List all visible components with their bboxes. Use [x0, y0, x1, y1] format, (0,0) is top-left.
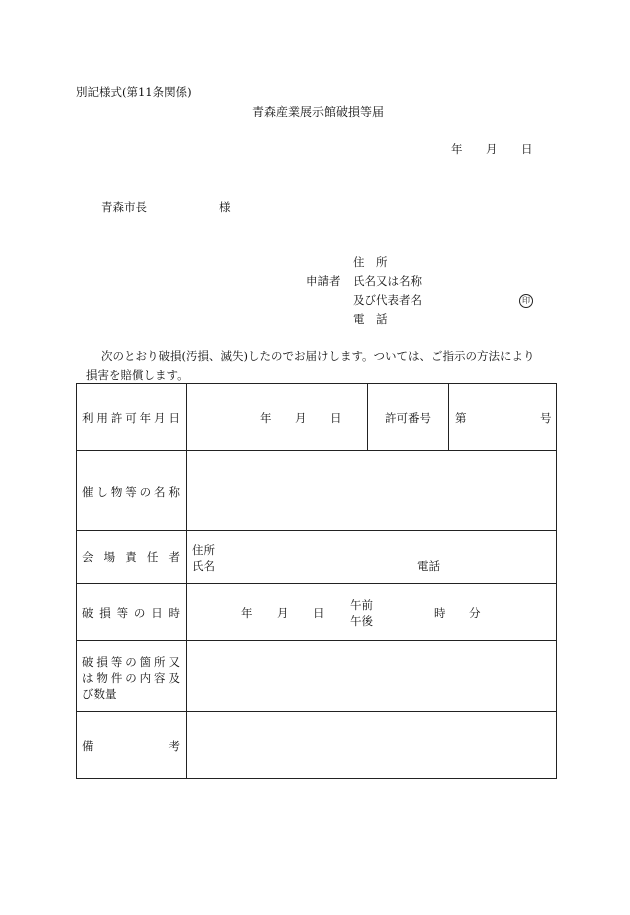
- label-char: 名: [154, 485, 166, 499]
- permit-date-field[interactable]: [188, 385, 365, 448]
- row-divider: [76, 640, 557, 641]
- label-char: 許: [110, 411, 123, 425]
- date-year: 年: [451, 142, 463, 156]
- permit-number-label: 許可番号: [385, 411, 431, 425]
- pm-option: 午後: [350, 614, 373, 628]
- date-day: 日: [521, 142, 533, 156]
- label-char: の: [125, 655, 137, 669]
- body-text-line2: 損害を賠償します。: [86, 368, 189, 382]
- label-char: 日: [168, 411, 180, 425]
- label-char: 等: [125, 485, 137, 499]
- permit-number-divider: [448, 383, 449, 450]
- event-name-field[interactable]: [188, 452, 555, 528]
- damage-location-label-line2: [82, 670, 180, 686]
- manager-address-label: 住所: [192, 543, 215, 557]
- label-char: の: [125, 671, 137, 685]
- permit-number-prefix: 第: [455, 411, 467, 425]
- permit-year: 年: [260, 411, 272, 425]
- label-char: 破: [82, 655, 94, 669]
- permit-divider: [367, 383, 368, 450]
- damage-report-table: [76, 383, 557, 779]
- label-char: 等: [116, 606, 129, 620]
- addressee-name: 青森市長: [101, 200, 147, 214]
- permit-month: 月: [295, 411, 307, 425]
- applicant-address-label: 住 所: [353, 255, 388, 269]
- addressee-honorific: 様: [219, 200, 231, 214]
- permit-number-field[interactable]: [450, 385, 555, 448]
- label-char: 称: [168, 485, 180, 499]
- form-reference: 別記様式(第11条関係): [76, 85, 192, 99]
- usage-permit-date-label: [82, 410, 180, 426]
- label-char: 容: [154, 671, 166, 685]
- label-char: 者: [168, 550, 180, 564]
- label-char: 又: [168, 655, 180, 669]
- damage-datetime-label: [82, 605, 180, 621]
- permit-day: 日: [330, 411, 342, 425]
- label-char: 会: [82, 550, 94, 564]
- permit-number-suffix: 号: [540, 411, 552, 425]
- label-char: 物: [110, 485, 123, 499]
- row-divider: [76, 450, 557, 451]
- label-column-divider: [186, 383, 187, 779]
- label-char: 箇: [139, 655, 152, 669]
- document-title: 青森産業展示館破損等届: [252, 105, 385, 119]
- applicant-rep-label: 及び代表者名: [353, 293, 422, 307]
- event-name-label: [82, 484, 180, 500]
- damage-day: 日: [313, 606, 325, 620]
- am-option: 午前: [350, 598, 373, 612]
- remarks-label: 備 考: [82, 739, 180, 753]
- body-text-line1: 次のとおり破損(汚損、滅失)したのでお届けします。ついては、ご指示の方法により: [101, 349, 535, 363]
- label-char: 等: [110, 655, 123, 669]
- label-char: 内: [139, 671, 152, 685]
- row-divider: [76, 530, 557, 531]
- label-char: の: [139, 485, 152, 499]
- damage-location-label-line3: び数量: [82, 687, 117, 701]
- label-char: 可: [125, 411, 137, 425]
- label-char: 用: [96, 411, 108, 425]
- damage-hour: 時: [434, 606, 446, 620]
- applicant-name-label: 氏名又は名称: [353, 274, 422, 288]
- applicant-phone-label: 電 話: [353, 312, 388, 326]
- damage-year: 年: [241, 606, 253, 620]
- label-char: 催: [82, 485, 94, 499]
- label-char: 損: [99, 606, 111, 620]
- venue-manager-label: [82, 549, 180, 565]
- label-char: 日: [151, 606, 163, 620]
- label-char: 及: [168, 671, 180, 685]
- seal-icon: 印: [519, 294, 533, 308]
- manager-name-label: 氏名: [192, 559, 215, 573]
- date-month: 月: [486, 142, 498, 156]
- damage-details-field[interactable]: [188, 642, 555, 709]
- label-char: は: [82, 671, 94, 685]
- label-char: 月: [154, 411, 166, 425]
- row-divider: [76, 711, 557, 712]
- damage-month: 月: [277, 606, 289, 620]
- label-char: の: [133, 606, 146, 620]
- label-char: 物: [96, 671, 108, 685]
- label-char: 所: [154, 655, 166, 669]
- label-char: 年: [139, 411, 152, 425]
- label-char: 件: [110, 671, 123, 685]
- damage-location-label: [82, 654, 180, 670]
- row-divider: [76, 583, 557, 584]
- remarks-field[interactable]: [188, 713, 555, 777]
- label-char: 責: [125, 550, 137, 564]
- venue-manager-field[interactable]: [188, 532, 555, 581]
- damage-datetime-field[interactable]: [188, 585, 555, 638]
- applicant-role: 申請者: [306, 274, 341, 288]
- label-char: し: [96, 485, 108, 499]
- label-char: 場: [103, 550, 116, 564]
- label-char: 破: [82, 606, 94, 620]
- label-char: 時: [168, 606, 180, 620]
- damage-minute: 分: [469, 606, 481, 620]
- seal-mark: [519, 292, 533, 308]
- label-char: 任: [146, 550, 159, 564]
- manager-phone-label: 電話: [417, 559, 440, 573]
- label-char: 損: [96, 655, 108, 669]
- label-char: 利: [82, 411, 94, 425]
